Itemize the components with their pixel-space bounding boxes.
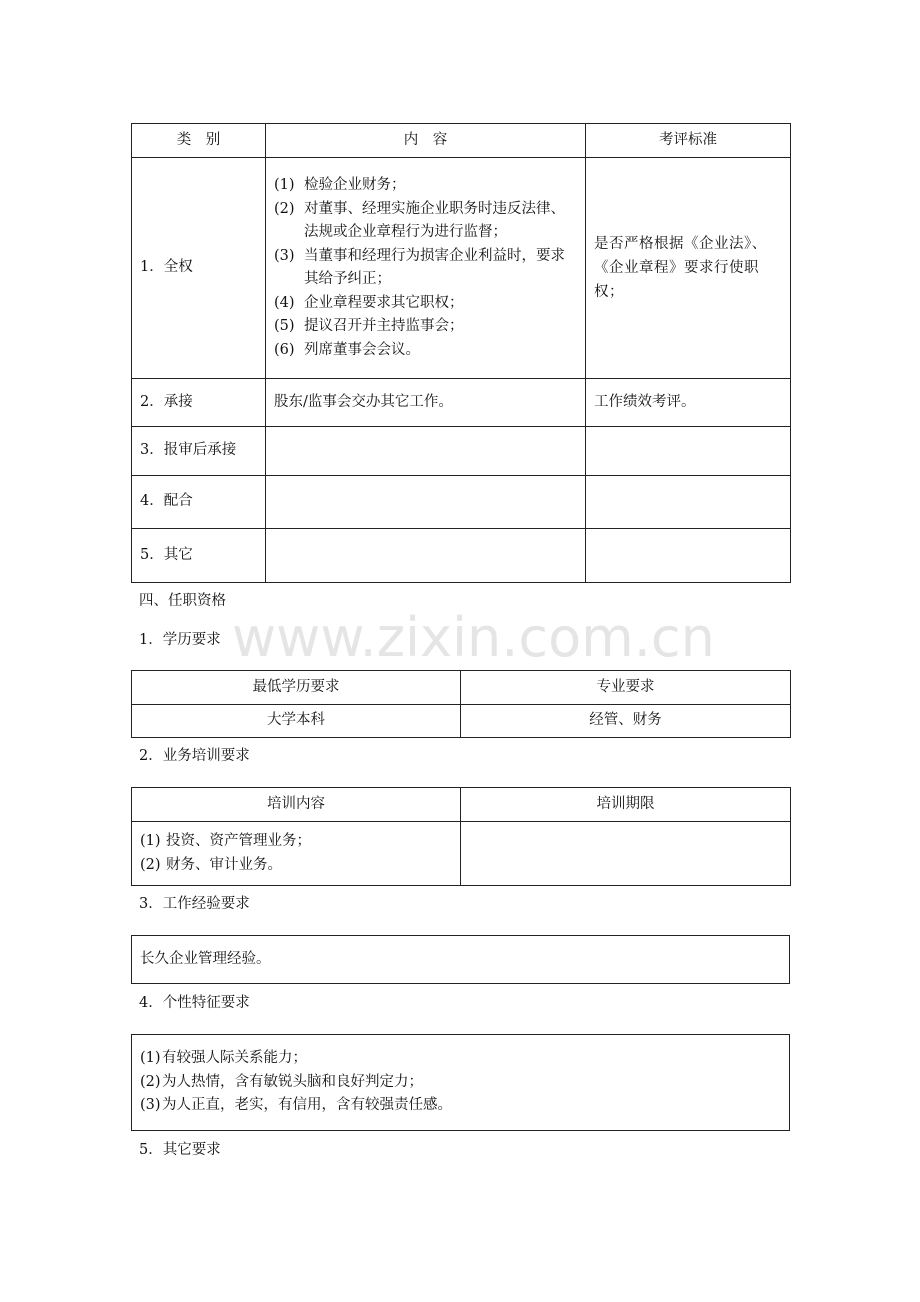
authority-list [274,174,577,362]
row-content [266,476,586,529]
training-content [132,822,461,886]
education-title: 1．学历要求 [139,632,221,648]
training-period [461,822,791,886]
header-content: 内 容 [266,124,586,158]
row-category: 5．其它 [132,529,266,583]
row-category: 1．全权 [132,158,266,379]
row-content [266,158,586,379]
header-category: 类 别 [132,124,266,158]
row-content [266,427,586,476]
education-header-row [132,671,791,705]
list-item: (2) 对董事、经理实施企业职务时违反法律、法规或企业章程行为进行监督； [274,200,565,240]
table-row [132,427,791,476]
list-item: (4) 企业章程要求其它职权； [274,294,464,311]
training-title: 2．业务培训要求 [139,748,250,764]
personality-title: 4．个性特征要求 [139,995,250,1011]
row-content: 股东/监事会交办其它工作。 [266,379,586,427]
list-item: (1) 投资、资产管理业务； [140,833,311,849]
row-criteria: 是否严格根据《企业法》、《企业章程》要求行使职权； [586,158,791,379]
list-item: (3) 当董事和经理行为损害企业利益时，要求其给予纠正； [274,247,565,287]
education-table [131,670,791,738]
header-major: 专业要求 [461,671,791,705]
personality-list [140,1047,452,1118]
row-criteria [586,476,791,529]
duties-table [131,123,791,583]
duties-header-row [132,124,791,158]
row-category: 2．承接 [132,379,266,427]
section-title-qualifications: 四、任职资格 [139,593,226,609]
row-category: 3．报审后承接 [132,427,266,476]
row-criteria: 工作绩效考评。 [586,379,791,427]
list-item: (5) 提议召开并主持监事会； [274,318,464,334]
list-item: (2) 财务、审计业务。 [140,856,282,873]
table-row [132,379,791,427]
personality-box [131,1034,790,1131]
major-value: 经管、财务 [461,705,791,738]
list-item: (1) 有较强人际关系能力； [140,1050,307,1067]
header-training-period: 培训期限 [461,788,791,822]
table-row [132,476,791,529]
row-criteria [586,427,791,476]
table-row [132,705,791,738]
row-content [266,529,586,583]
min-education-value: 大学本科 [132,705,461,738]
list-item: (1) 检验企业财务； [274,177,406,193]
row-criteria [586,529,791,583]
row-category: 4．配合 [132,476,266,529]
list-item: (3) 为人正直，老实，有信用，含有较强责任感。 [140,1097,452,1114]
training-table [131,787,791,886]
header-criteria: 考评标准 [586,124,791,158]
table-row [132,529,791,583]
experience-title: 3．工作经验要求 [139,896,250,912]
table-row [132,822,791,886]
list-item: (6) 列席董事会会议。 [274,341,420,358]
header-training-content: 培训内容 [132,788,461,822]
experience-text: 长久企业管理经验。 [140,950,271,967]
training-header-row [132,788,791,822]
other-requirements-title: 5．其它要求 [139,1142,221,1158]
experience-box [131,935,790,984]
header-min-education: 最低学历要求 [132,671,461,705]
watermark: www.zixin.com.cn [232,606,715,669]
table-row [132,158,791,379]
list-item: (2) 为人热情，含有敏锐头脑和良好判定力； [140,1073,423,1090]
training-list [140,830,452,877]
